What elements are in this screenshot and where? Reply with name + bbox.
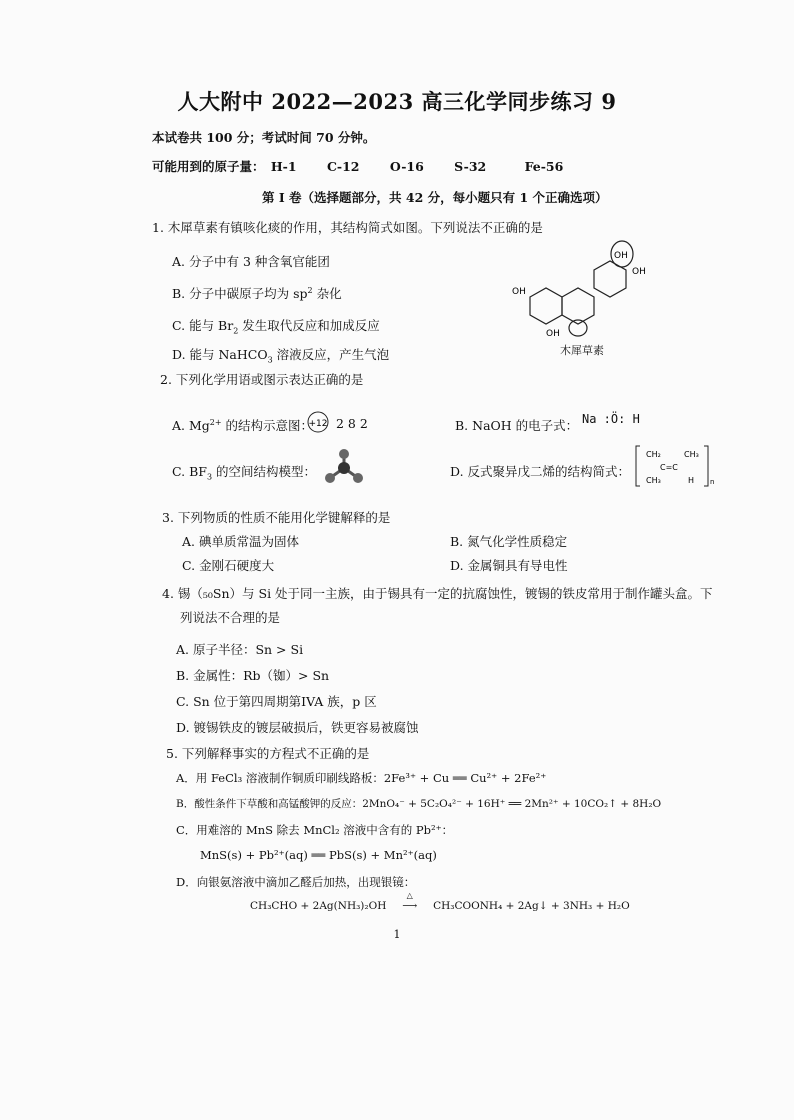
section-heading: 第 I 卷（选择题部分，共 42 分，每小题只有 1 个正确选项） (262, 190, 608, 205)
q5-option-a: A．用 FeCl₃ 溶液制作铜质印刷线路板：2Fe³⁺ + Cu ══ Cu²⁺ + 2Fe²⁺ (176, 771, 547, 785)
page-number: 1 (393, 928, 401, 941)
q3-option-c: C. 金刚石硬度大 (182, 558, 275, 573)
atomic-mass-label: 可能用到的原子量： (152, 159, 265, 174)
q3-option-a: A. 碘单质常温为固体 (182, 534, 299, 549)
naoh-electron-formula: Na :Ö: H (582, 412, 640, 426)
q5-stem: 5. 下列解释事实的方程式不正确的是 (166, 746, 370, 761)
page-title: 人大附中 2022—2023 高三化学同步练习 9 (177, 89, 617, 114)
atomic-mass-o: O-16 (389, 159, 424, 174)
q5-option-d-equation: CH₃CHO + 2Ag(NH₃)₂OH △ ⟶ CH₃COONH₄ + 2Ag↓ + 3NH₃ + H₂O (250, 891, 630, 912)
q1-option-a: A. 分子中有 3 种含氧官能团 (172, 254, 330, 269)
atomic-mass-row (152, 157, 563, 175)
q2-option-d: D. 反式聚异戊二烯的结构简式： (450, 464, 631, 479)
bf3-model (320, 448, 368, 488)
mg-nucleus-charge: +12 (308, 419, 328, 429)
atomic-mass-fe: Fe-56 (524, 159, 564, 174)
q1-option-d: D. 能与 NaHCO$_3$ 溶液反应，产生气泡 (172, 347, 390, 365)
exam-info: 本试卷共 100 分；考试时间 70 分钟。 (152, 130, 376, 145)
q4-option-a: A. 原子半径：Sn > Si (176, 642, 304, 657)
svg-text:CH₂: CH₂ (646, 450, 661, 459)
mg-nucleus-circle (306, 410, 330, 434)
oh-label-3: OH (614, 251, 628, 261)
q3-option-b: B. 氮气化学性质稳定 (450, 534, 568, 549)
q2-stem: 2. 下列化学用语或图示表达正确的是 (160, 372, 364, 387)
svg-text:C=C: C=C (660, 463, 678, 472)
polyisoprene-structure (632, 444, 716, 488)
q1-option-b: B. 分子中碳原子均为 $sp^2$ 杂化 (172, 285, 342, 301)
ring-c (562, 288, 594, 324)
heat-condition: △ (406, 891, 413, 900)
oh-label-1: OH (512, 287, 526, 297)
q2-option-a: A. $Mg^{2+}$ 的结构示意图： (172, 417, 314, 433)
q4-option-d: D. 镀锡铁皮的镀层破损后，铁更容易被腐蚀 (176, 720, 419, 735)
q4-option-c: C. Sn 位于第四周期第IVA 族，p 区 (176, 694, 377, 709)
q5-option-d: D．向银氨溶液中滴加乙醛后加热，出现银镜： (176, 875, 416, 889)
q3-stem: 3. 下列物质的性质不能用化学键解释的是 (162, 510, 391, 525)
svg-text:CH₃: CH₃ (684, 450, 699, 459)
q3-option-d: D. 金属铜具有导电性 (450, 558, 568, 573)
atomic-mass-c: C-12 (326, 159, 360, 174)
oh-label-2: OH (546, 329, 560, 339)
atomic-mass-h: H-1 (270, 159, 297, 174)
q2-option-c: C. $BF_3$ 的空间结构模型： (172, 464, 317, 482)
q5-option-b: B．酸性条件下草酸和高锰酸钾的反应：2MnO₄⁻ + 5C₂O₄²⁻ + 16H⁺ ══ 2Mn²⁺ + 10CO₂↑ + 8H₂O (176, 798, 662, 810)
q5-option-c: C．用难溶的 MnS 除去 MnCl₂ 溶液中含有的 Pb²⁺： (176, 823, 454, 837)
svg-text:n: n (710, 478, 715, 486)
q4-option-b: B. 金属性：Rb（铷）> Sn (176, 668, 330, 683)
oh-label-4: OH (632, 267, 646, 277)
mg-electron-shells: 2 8 2 (336, 416, 368, 431)
q5-option-c-equation: MnS(s) + Pb²⁺(aq) ══ PbS(s) + Mn²⁺(aq) (200, 848, 437, 862)
ring-a (530, 288, 562, 324)
svg-text:H: H (688, 476, 695, 485)
q1-stem: 1. 木犀草素有镇咳化痰的作用，其结构简式如图。下列说法不正确的是 (152, 220, 543, 235)
q1-option-c: C. 能与 $Br_2$ 发生取代反应和加成反应 (172, 318, 380, 336)
molecule-name: 木犀草素 (560, 344, 604, 357)
q4-stem-line1: 4. 锡（₅₀Sn）与 Si 处于同一主族，由于锡具有一定的抗腐蚀性，镀锡的铁皮常用于制作罐头盒。下 (162, 586, 713, 601)
svg-text:CH₃: CH₃ (646, 476, 661, 485)
q4-stem-line2: 列说法不合理的是 (180, 610, 281, 625)
hand-circle-ketone (569, 320, 587, 336)
q2-option-b: B. NaOH 的电子式： (455, 418, 579, 433)
atomic-mass-s: S-32 (454, 159, 487, 174)
